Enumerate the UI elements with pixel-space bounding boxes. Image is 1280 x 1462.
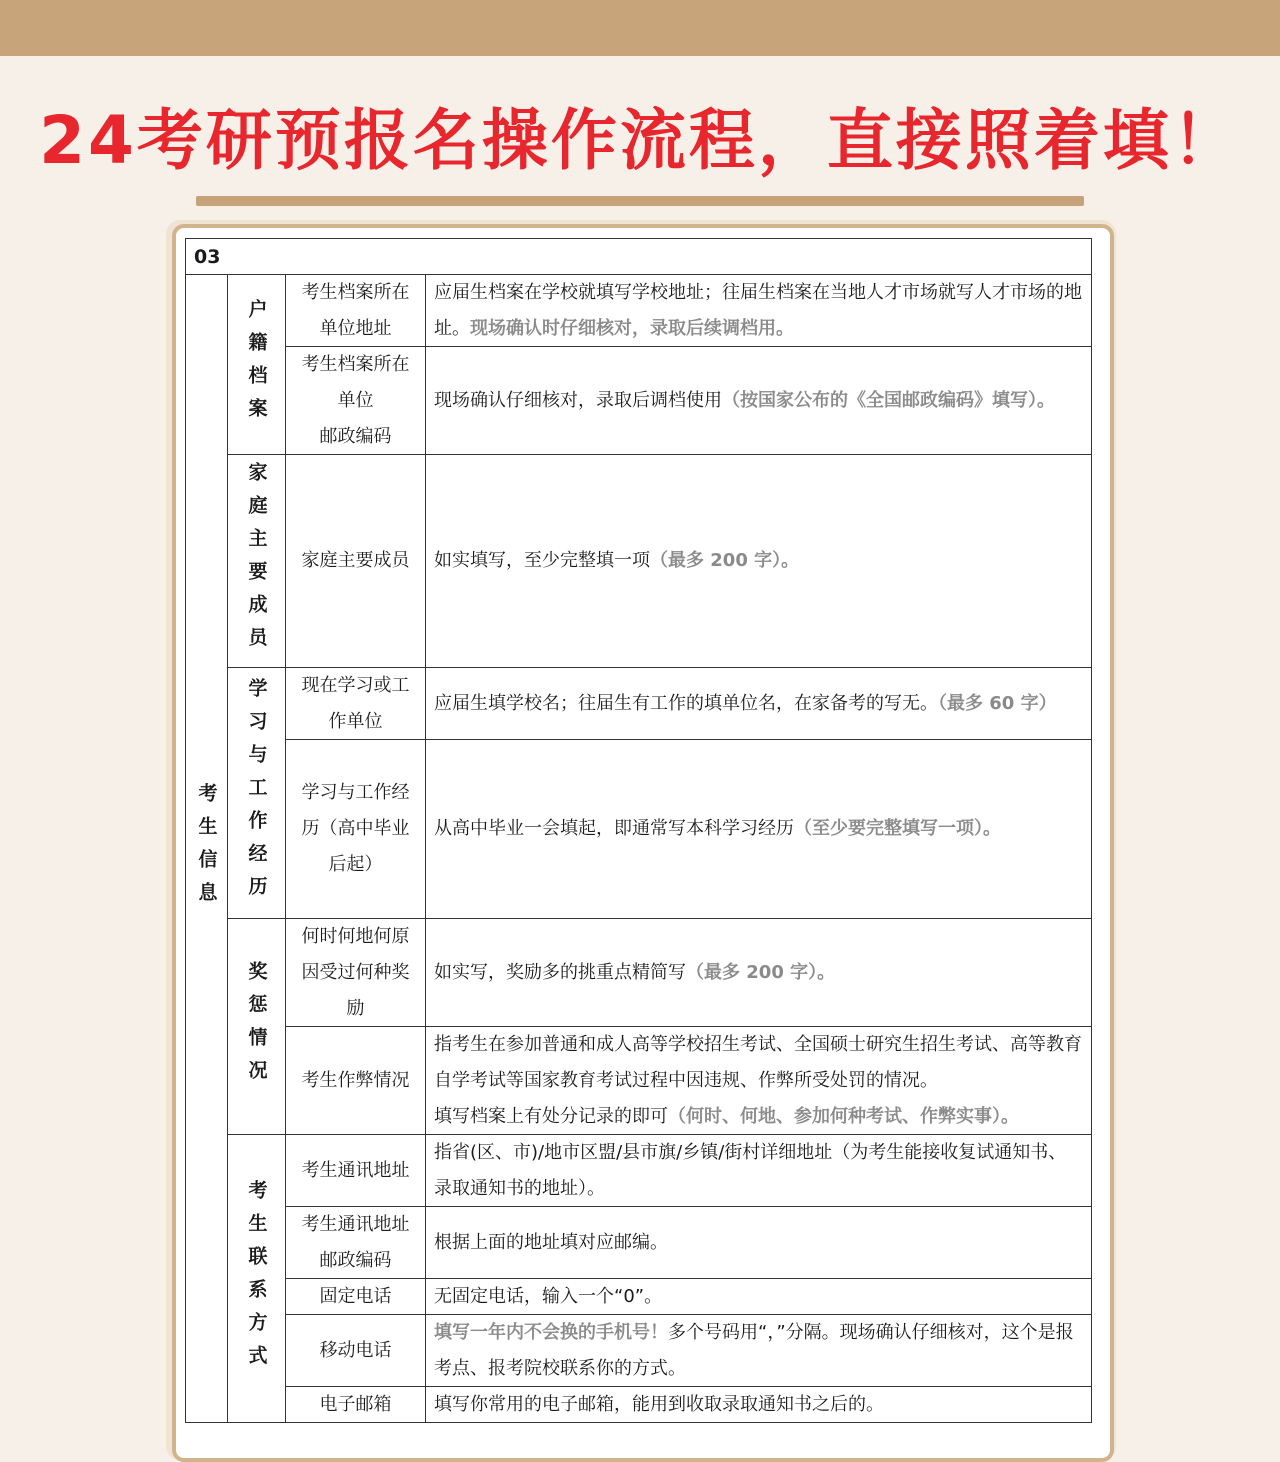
group-rewards: 奖惩情况 <box>228 919 286 1135</box>
desc-note: 现场确认时仔细核对，录取后续调档用。 <box>470 317 794 339</box>
row-desc <box>426 668 1092 740</box>
desc-text: 应届生填学校名；往届生有工作的填单位名，在家备考的写无。 <box>434 692 938 714</box>
desc-text: 如实写，奖励多的挑重点精简写 <box>434 961 686 983</box>
row-label: 考生通讯地址 邮政编码 <box>286 1207 426 1279</box>
desc-note: （按国家公布的《全国邮政编码》填写）。 <box>722 389 1055 411</box>
row-label: 固定电话 <box>286 1279 426 1315</box>
desc-text: 应届生档案在学校就填写学校地址；往届生档案在当地人才市场就写人才市场的地址。 <box>434 281 1082 339</box>
group-contact: 考生联系方式 <box>228 1135 286 1423</box>
row-label: 何时何地何原 因受过何种奖 励 <box>286 919 426 1027</box>
main-category: 考生信息 <box>186 275 228 1423</box>
top-band <box>0 0 1280 56</box>
desc-text: 填写你常用的电子邮箱，能用到收取录取通知书之后的。 <box>434 1393 884 1415</box>
desc-text: 指省(区、市)/地市区盟/县市旗/乡镇/街村详细地址（为考生能接收复试通知书、录取通知书的地址）。 <box>434 1141 1067 1199</box>
section-number: 03 <box>186 239 1092 275</box>
row-desc <box>426 1279 1092 1315</box>
row-label: 考生通讯地址 <box>286 1135 426 1207</box>
desc-text: 如实填写，至少完整填一项 <box>434 550 650 571</box>
row-desc <box>426 1207 1092 1279</box>
row-desc <box>426 275 1092 347</box>
row-desc <box>426 455 1092 668</box>
row-label: 考生作弊情况 <box>286 1027 426 1135</box>
row-label: 考生档案所在 单位 邮政编码 <box>286 347 426 455</box>
desc-note: （最多 200 字）。 <box>686 961 836 983</box>
desc-lead: 填写一年内不会换的手机号！ <box>434 1321 668 1343</box>
desc-note: （至少要完整填写一项）。 <box>794 818 1001 839</box>
row-label: 家庭主要成员 <box>286 455 426 668</box>
row-desc <box>426 919 1092 1027</box>
info-table <box>185 238 1092 1423</box>
group-study-work: 学习与工作经历 <box>228 668 286 919</box>
desc-text: 从高中毕业一会填起，即通常写本科学习经历 <box>434 818 794 839</box>
row-desc <box>426 1027 1092 1135</box>
row-desc <box>426 1387 1092 1423</box>
row-desc <box>426 347 1092 455</box>
desc-note: （最多 200 字）。 <box>650 550 800 571</box>
desc-text: 无固定电话，输入一个“0”。 <box>434 1285 663 1307</box>
page-title: 24考研预报名操作流程，直接照着填！ <box>39 102 1241 179</box>
title-underline <box>196 196 1084 206</box>
row-desc <box>426 740 1092 919</box>
group-hukou: 户籍档案 <box>228 275 286 455</box>
row-desc <box>426 1315 1092 1387</box>
desc-text: 现场确认仔细核对，录取后调档使用 <box>434 389 722 411</box>
row-label: 现在学习或工 作单位 <box>286 668 426 740</box>
row-label: 移动电话 <box>286 1315 426 1387</box>
row-label: 考生档案所在 单位地址 <box>286 275 426 347</box>
desc-note: （何时、何地、参加何种考试、作弊实事）。 <box>668 1105 1019 1127</box>
desc-text: 根据上面的地址填对应邮编。 <box>434 1231 668 1253</box>
desc-text: 指考生在参加普通和成人高等学校招生考试、全国硕士研究生招生考试、高等教育自学考试等国家教育考试过程中因违规、作弊所受处罚的情况。 <box>434 1033 1082 1091</box>
row-label: 电子邮箱 <box>286 1387 426 1423</box>
desc-note: （最多 60 字） <box>938 692 1057 714</box>
desc-text-2: 填写档案上有处分记录的即可 <box>434 1105 668 1127</box>
group-family: 家庭主要成员 <box>228 455 286 668</box>
desc-text: 多个号码用“，”分隔。现场确认仔细核对，这个是报考点、报考院校联系你的方式。 <box>434 1321 1074 1379</box>
row-label: 学习与工作经 历（高中毕业 后起） <box>286 740 426 919</box>
row-desc <box>426 1135 1092 1207</box>
